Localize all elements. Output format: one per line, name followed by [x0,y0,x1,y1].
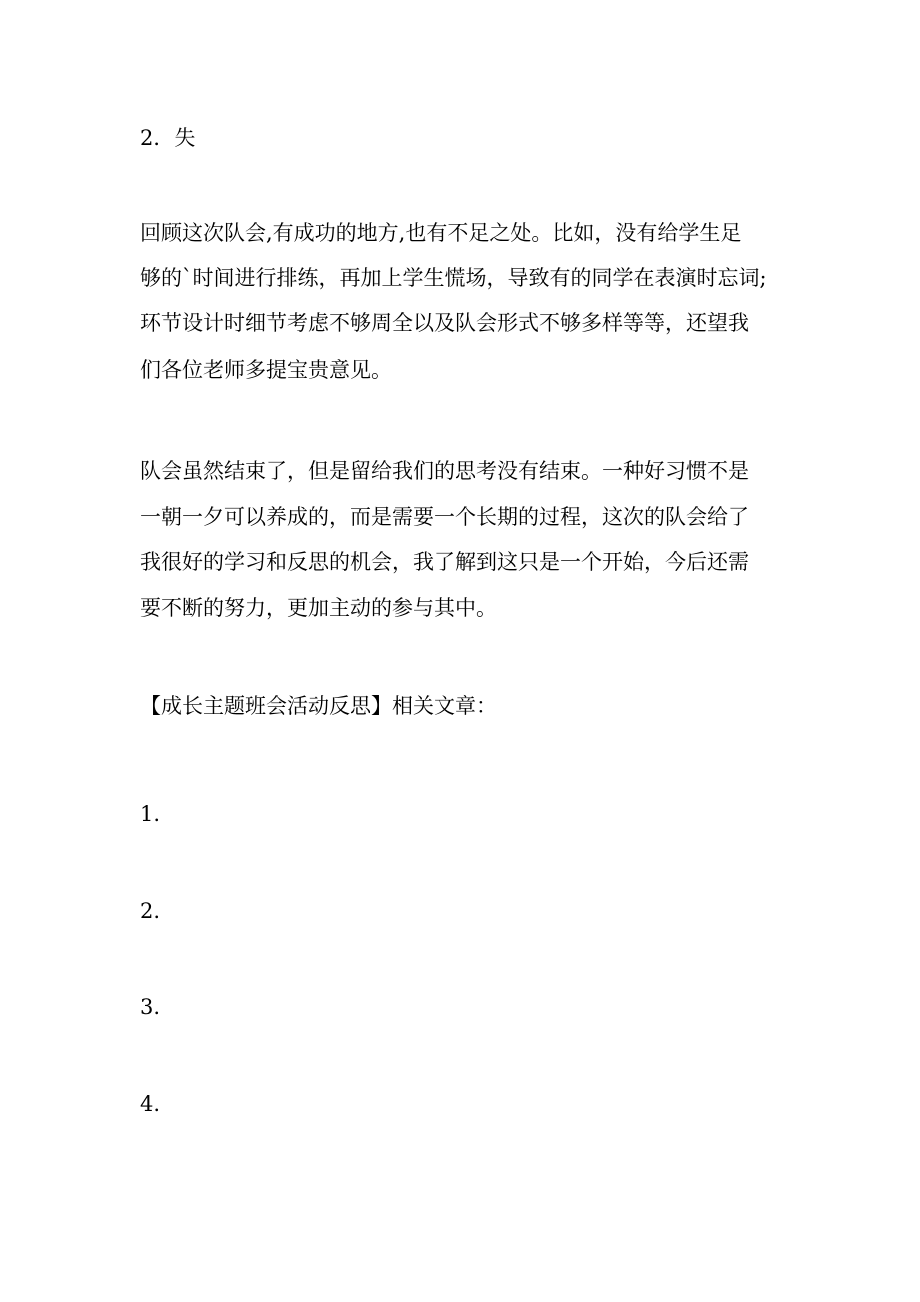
related-article-item[interactable]: 1. [140,802,161,826]
paragraph-line: 队会虽然结束了，但是留给我们的思考没有结束。一种好习惯不是 [140,459,749,483]
paragraph-line: 环节设计时细节考虑不够周全以及队会形式不够多样等等，还望我 [140,311,749,335]
paragraph-line: 够的`时间进行排练，再加上学生慌场，导致有的同学在表演时忘词; [140,266,767,290]
paragraph-line: 一朝一夕可以养成的，而是需要一个长期的过程，这次的队会给了 [140,505,749,529]
paragraph-line: 回顾这次队会,有成功的地方,也有不足之处。比如，没有给学生足 [140,221,742,245]
paragraph-line: 要不断的努力，更加主动的参与其中。 [140,596,497,620]
related-articles-heading: 【成长主题班会活动反思】相关文章： [140,694,497,718]
related-article-item[interactable]: 3. [140,995,161,1019]
paragraph-line: 我很好的学习和反思的机会，我了解到这只是一个开始，今后还需 [140,550,749,574]
section-heading: 2．失 [140,126,196,150]
related-article-item[interactable]: 4. [140,1092,161,1116]
paragraph-line: 们各位老师多提宝贵意见。 [140,358,392,382]
related-article-item[interactable]: 2. [140,899,161,923]
